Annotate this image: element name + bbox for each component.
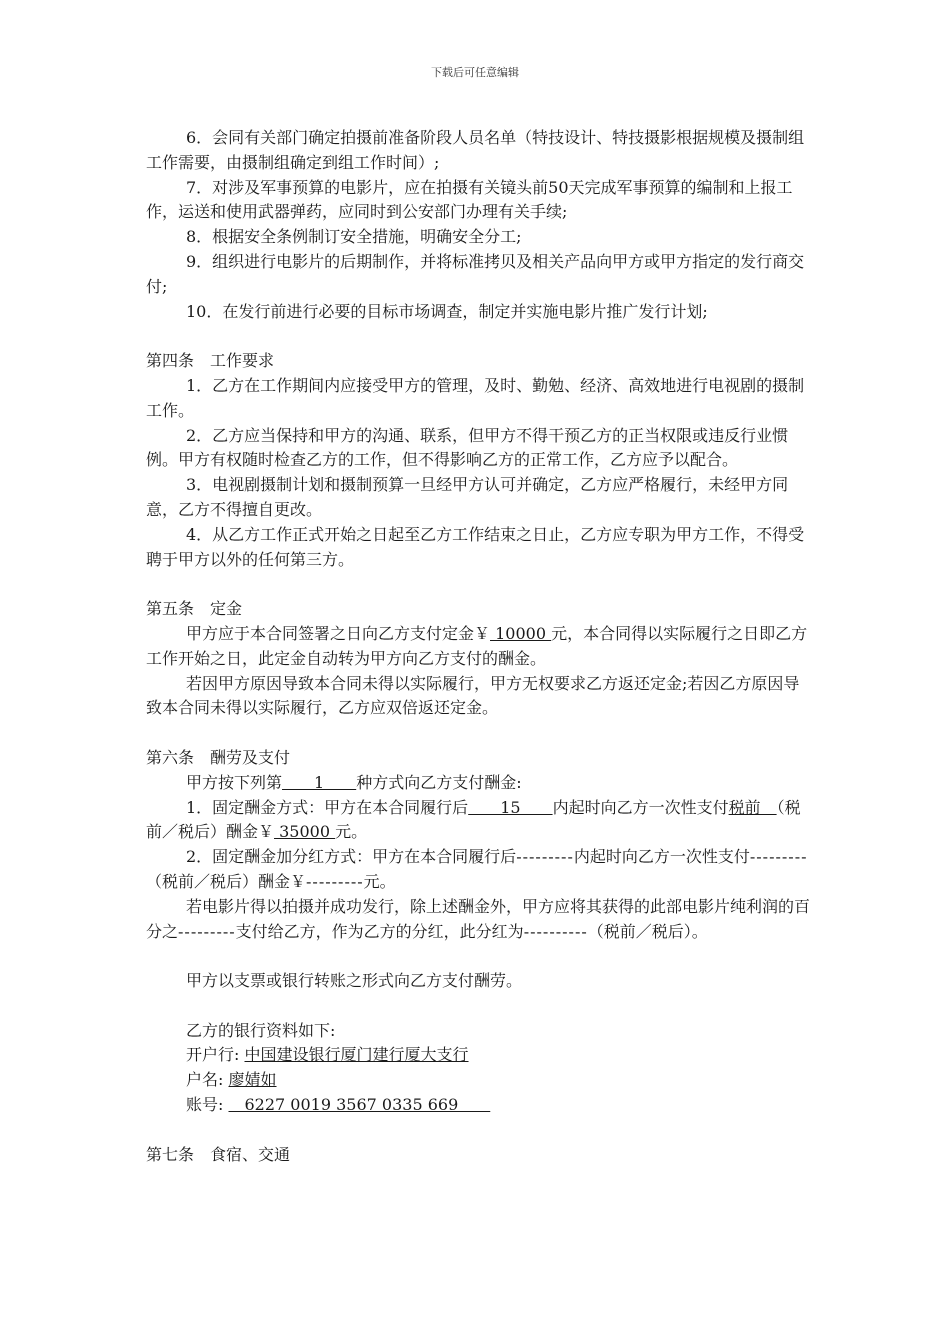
name-row [146, 1068, 811, 1093]
bank-row [146, 1043, 811, 1068]
page-header: 下载后可任意编辑 [431, 66, 519, 79]
deposit-amount: 10000 [490, 623, 552, 643]
text: 内起时向乙方一次性支付 [552, 797, 729, 817]
payment-option-1 [146, 796, 811, 846]
article-7-title: 第七条 食宿、交通 [146, 1144, 291, 1164]
text: 元。 [363, 871, 396, 891]
account-value: 6227 0019 3567 0335 669 [228, 1095, 491, 1115]
list-item: 4．从乙方工作正式开始之日起至乙方工作结束之日止，乙方应专职为甲方工作，不得受聘于甲方以外的任何第三方。 [146, 524, 805, 569]
blank: ---------- [523, 921, 588, 941]
payment-choice [146, 771, 811, 796]
article-6-title: 第六条 酬劳及支付 [146, 747, 291, 767]
list-item: 3．电视剧摄制计划和摄制预算一旦经甲方认可并确定，乙方应严格履行，未经甲方同意，乙方不得擅自更改。 [146, 475, 789, 519]
text: 甲方按下列第 [186, 772, 283, 792]
bank-value: 中国建设银行厦门建行厦大支行 [244, 1045, 469, 1065]
list-item: 6．会同有关部门确定拍摄前准备阶段人员名单（特技设计、特技摄影根据规模及摄制组工作需要，由摄制组确定到组工作时间）; [146, 128, 805, 172]
bank-label: 开户行: [186, 1045, 240, 1065]
list-item: 10．在发行前进行必要的目标市场调查，制定并实施电影片推广发行计划; [186, 301, 708, 321]
list-item: 8．根据安全条例制订安全措施，明确安全分工; [186, 227, 522, 247]
account-label: 账号: [186, 1095, 224, 1115]
days-value: 15 [468, 797, 553, 817]
text: 若电影片得以拍摄并成功发行，除上述酬金外，甲方应将其获得的此部电影片纯利润的百分之 [146, 896, 811, 941]
text: 元。 [335, 822, 368, 842]
payment-method: 甲方以支票或银行转账之形式向乙方支付酬劳。 [186, 971, 523, 991]
text: 种方式向乙方支付酬金: [356, 772, 522, 792]
payment-option-2 [146, 845, 811, 895]
blank: --------- [178, 921, 236, 941]
text: （税前／税后）酬金￥ [146, 797, 801, 842]
list-item: 9．组织进行电影片的后期制作，并将标准拷贝及相关产品向甲方或甲方指定的发行商交付; [146, 251, 805, 296]
article-5-title: 第五条 定金 [146, 599, 243, 619]
text: （税前／税后）。 [587, 921, 708, 941]
blank: --------- [306, 871, 364, 891]
blank: --------- [516, 847, 574, 867]
text: 支付给乙方，作为乙方的分红，此分红为 [235, 921, 524, 941]
article-4-title: 第四条 工作要求 [146, 351, 275, 371]
text: 甲方应于本合同签署之日向乙方支付定金￥ [186, 623, 491, 643]
name-value: 廖婧如 [228, 1070, 277, 1090]
list-item: 7．对涉及军事预算的电影片，应在拍摄有关镜头前50天完成军事预算的编制和上报工作，运送和使用武器弹药，应同时到公安部门办理有关手续; [146, 177, 793, 222]
bank-intro: 乙方的银行资料如下: [186, 1020, 336, 1040]
choice-value: 1 [282, 772, 357, 792]
deposit-paragraph [146, 622, 811, 672]
text: 元，本合同得以实际履行之日即乙方工作开始之日，此定金自动转为甲方向乙方支付的酬金。 [146, 623, 808, 668]
account-row [146, 1093, 811, 1118]
text: 内起时向乙方一次性支付 [573, 847, 750, 867]
contract-body [146, 126, 811, 1167]
tax-value: 税前 [728, 797, 777, 817]
text: （税前／税后）酬金￥ [146, 871, 307, 891]
deposit-return-paragraph: 若因甲方原因导致本合同未得以实际履行，甲方无权要求乙方返还定金;若因乙方原因导致本合同未得以实际履行，乙方应双倍返还定金。 [146, 673, 800, 718]
list-item: 1．乙方在工作期间内应接受甲方的管理，及时、勤勉、经济、高效地进行电视剧的摄制工作。 [146, 375, 805, 420]
blank: --------- [749, 847, 808, 867]
name-label: 户名: [186, 1070, 224, 1090]
bonus-paragraph [146, 895, 811, 945]
text: 1．固定酬金方式：甲方在本合同履行后 [186, 797, 469, 817]
fee-amount: 35000 [274, 822, 336, 842]
list-item: 2．乙方应当保持和甲方的沟通、联系，但甲方不得干预乙方的正当权限或违反行业惯例。甲方有权随时检查乙方的工作，但不得影响乙方的正常工作，乙方应予以配合。 [146, 425, 789, 470]
text: 2．固定酬金加分红方式：甲方在本合同履行后 [186, 847, 517, 867]
